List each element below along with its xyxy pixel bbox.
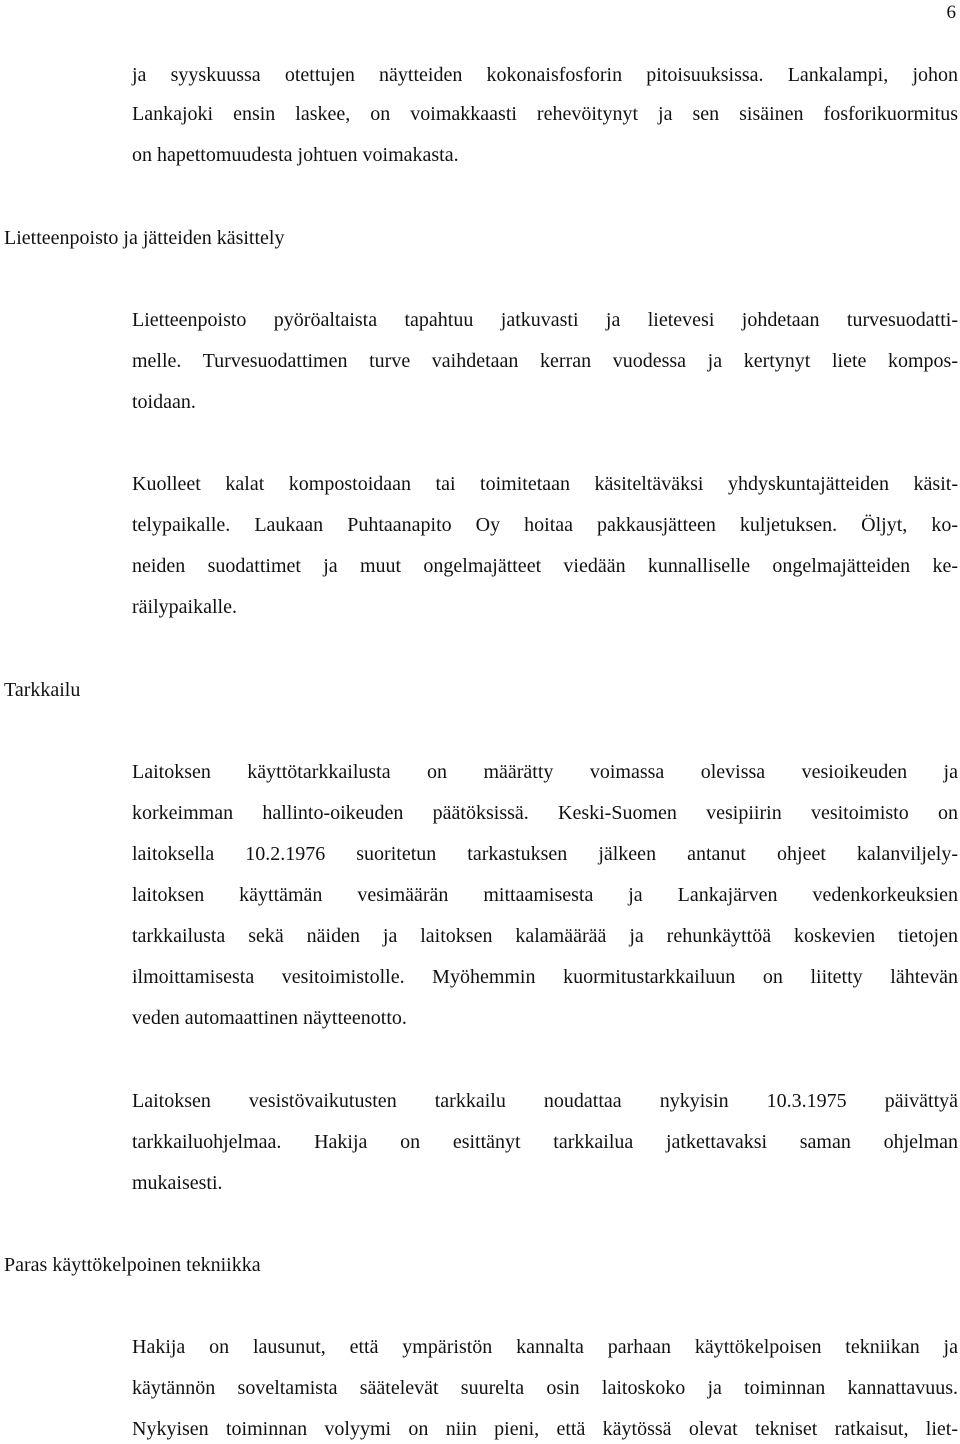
paragraph-line: ja syyskuussa otettujen näytteiden kokonaisfosforin pitoisuuksissa. Lankalampi, johon xyxy=(132,64,958,86)
section-heading: Tarkkailu xyxy=(4,679,81,701)
section-heading: Paras käyttökelpoinen tekniikka xyxy=(4,1254,261,1276)
paragraph-line: melle. Turvesuodattimen turve vaihdetaan kerran vuodessa ja kertynyt liete kompos- xyxy=(132,350,958,372)
paragraph-line: laitoksella 10.2.1976 suoritetun tarkastuksen jälkeen antanut ohjeet kalanviljely- xyxy=(132,843,958,865)
paragraph-line: Laitoksen käyttötarkkailusta on määrätty voimassa olevissa vesioikeuden ja xyxy=(132,761,958,783)
paragraph-line: Nykyisen toiminnan volyymi on niin pieni, että käytössä olevat tekniset ratkaisut, liet- xyxy=(132,1418,958,1440)
section-heading: Lietteenpoisto ja jätteiden käsittely xyxy=(4,227,285,249)
paragraph-line: ilmoittamisesta vesitoimistolle. Myöhemmin kuormitustarkkailuun on liitetty lähtevän xyxy=(132,966,958,988)
paragraph-line: veden automaattinen näytteenotto. xyxy=(132,1007,407,1029)
paragraph-line: Lietteenpoisto pyöröaltaista tapahtuu jatkuvasti ja lietevesi johdetaan turvesuodatti- xyxy=(132,309,958,331)
paragraph-line: mukaisesti. xyxy=(132,1172,223,1194)
paragraph-line: Kuolleet kalat kompostoidaan tai toimitetaan käsiteltäväksi yhdyskuntajätteiden käsit- xyxy=(132,473,958,495)
paragraph-line: toidaan. xyxy=(132,391,196,413)
page-number: 6 xyxy=(946,2,956,23)
paragraph-line: tarkkailusta sekä näiden ja laitoksen kalamäärää ja rehunkäyttöä koskevien tietojen xyxy=(132,925,958,947)
paragraph-line: on hapettomuudesta johtuen voimakasta. xyxy=(132,144,459,166)
paragraph-line: korkeimman hallinto-oikeuden päätöksissä. Keski-Suomen vesipiirin vesitoimisto on xyxy=(132,802,958,824)
paragraph-line: telypaikalle. Laukaan Puhtaanapito Oy hoitaa pakkausjätteen kuljetuksen. Öljyt, ko- xyxy=(132,514,958,536)
paragraph-line: Lankajoki ensin laskee, on voimakkaasti rehevöitynyt ja sen sisäinen fosforikuormitus xyxy=(132,103,958,125)
paragraph-line: käytännön soveltamista säätelevät suurelta osin laitoskoko ja toiminnan kannattavuus. xyxy=(132,1377,958,1399)
paragraph-line: laitoksen käyttämän vesimäärän mittaamisesta ja Lankajärven vedenkorkeuksien xyxy=(132,884,958,906)
paragraph-line: Hakija on lausunut, että ympäristön kannalta parhaan käyttökelpoisen tekniikan ja xyxy=(132,1336,958,1358)
paragraph-line: neiden suodattimet ja muut ongelmajätteet viedään kunnalliselle ongelmajätteiden ke- xyxy=(132,555,958,577)
paragraph-line: Laitoksen vesistövaikutusten tarkkailu noudattaa nykyisin 10.3.1975 päivättyä xyxy=(132,1090,958,1112)
paragraph-line: räilypaikalle. xyxy=(132,596,237,618)
paragraph-line: tarkkailuohjelmaa. Hakija on esittänyt tarkkailua jatkettavaksi saman ohjelman xyxy=(132,1131,958,1153)
